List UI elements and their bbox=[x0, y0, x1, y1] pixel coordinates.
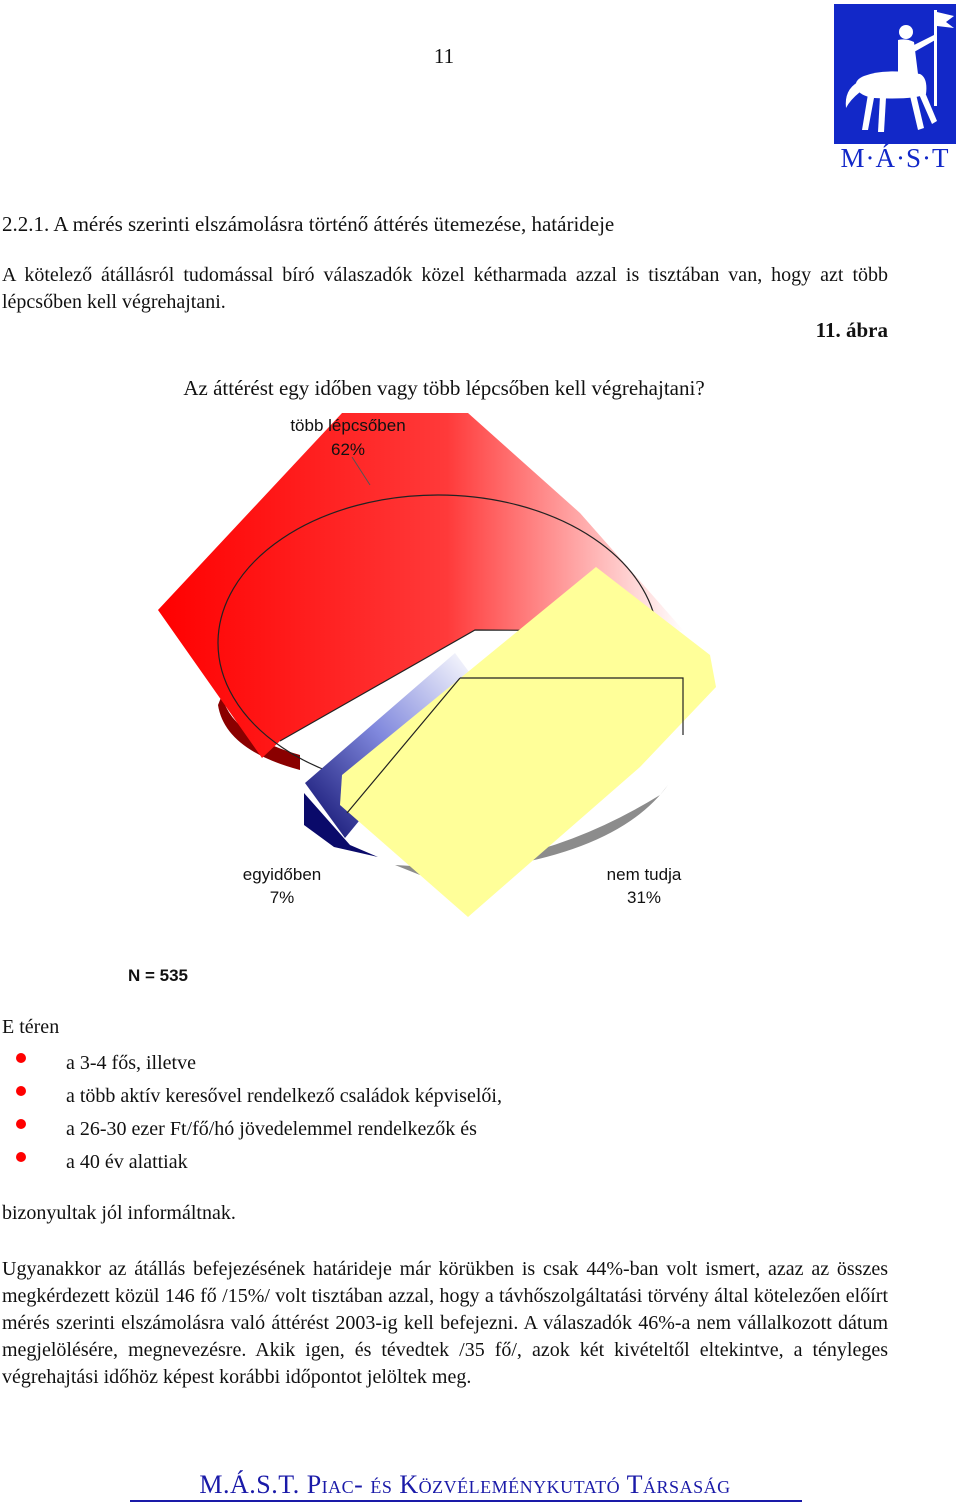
value-egyidoben: 7% bbox=[269, 888, 295, 907]
footer-company-name: M.Á.S.T. Piac- és Közvéleménykutató Társaság bbox=[199, 1470, 731, 1499]
section-heading: 2.2.1. A mérés szerinti elszámolásra történő áttérés ütemezése, határideje bbox=[2, 212, 615, 236]
value-tobb-lepcsoben: 62% bbox=[330, 440, 366, 459]
figure-label: 11. ábra bbox=[815, 318, 888, 342]
page-number: 11 bbox=[433, 44, 455, 68]
list-item: a 3-4 fős, illetve bbox=[0, 1047, 502, 1080]
list-item: a 26-30 ezer Ft/fő/hó jövedelemmel rendelkezők és bbox=[0, 1113, 502, 1146]
bullet-dot-icon bbox=[16, 1086, 26, 1096]
chart-title: Az áttérést egy időben vagy több lépcsőben kell végrehajtani? bbox=[183, 376, 705, 400]
bullet-list bbox=[0, 1047, 502, 1179]
list-item: a 40 év alattiak bbox=[0, 1146, 502, 1179]
mast-logo bbox=[834, 4, 956, 176]
list-item: a több aktív keresővel rendelkező családok képviselői, bbox=[0, 1080, 502, 1113]
value-nem-tudja: 31% bbox=[626, 888, 662, 907]
pie-chart bbox=[0, 395, 960, 955]
bullet-dot-icon bbox=[16, 1152, 26, 1162]
logo-text: M·Á·S·T bbox=[840, 143, 950, 173]
label-tobb-lepcsoben: több lépcsőben bbox=[290, 416, 406, 435]
label-nem-tudja: nem tudja bbox=[606, 865, 682, 884]
intro-paragraph: A kötelező átállásról tudomással bíró válaszadók közel kétharmada azzal is tisztában van, hogy azt több lépcsőben kell végrehajtani. bbox=[2, 264, 888, 313]
list-intro: E téren bbox=[2, 1016, 60, 1038]
body-paragraph: Ugyanakkor az átállás befejezésének határideje már körükben is csak 44%-ban volt ismert, azaz az összes megkérdezett közül 146 fő /15%/ volt tisztában azzal, hogy a távhőszolgáltatási törvény által kötelezően előírt mérés szerinti elszámolásra való áttérést 2003-ig kell befejezni. A válaszadók 46%-a nem vállalkozott dátum megjelölésére, megnevezésre. Akik igen, és tévedtek /35 fő/, azok két kivételtől eltekintve, a tényleges végrehajtási időhöz képest korábbi időpontot jelöltek meg. bbox=[2, 1258, 888, 1388]
label-egyidoben: egyidőben bbox=[242, 865, 322, 884]
sample-size: N = 535 bbox=[128, 966, 189, 985]
bullet-dot-icon bbox=[16, 1119, 26, 1129]
list-closing: bizonyultak jól informáltnak. bbox=[2, 1202, 236, 1224]
centaur-archer-icon bbox=[834, 4, 956, 144]
bullet-dot-icon bbox=[16, 1053, 26, 1063]
footer-underline bbox=[130, 1500, 802, 1502]
